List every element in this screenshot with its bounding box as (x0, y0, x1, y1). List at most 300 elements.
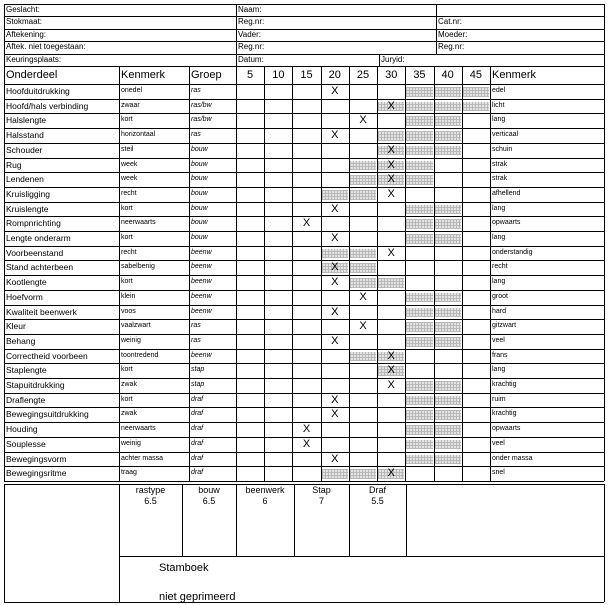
score-cell-45[interactable] (462, 202, 490, 217)
score-cell-40[interactable] (434, 407, 462, 422)
score-cell-35[interactable] (405, 349, 433, 364)
score-cell-35[interactable] (405, 378, 433, 393)
score-cell-45[interactable] (462, 84, 490, 99)
score-mark[interactable]: X (331, 202, 339, 215)
score-cell-30[interactable] (377, 422, 405, 437)
score-cell-15[interactable] (292, 128, 320, 143)
score-cell-5[interactable] (236, 187, 264, 202)
row-kenmerk-left: traag (121, 469, 137, 477)
score-cell-10[interactable] (264, 275, 292, 290)
score-mark[interactable]: X (331, 232, 339, 244)
summary-label-5: Draf (368, 484, 386, 495)
score-cell-5[interactable] (236, 393, 264, 408)
row-groep: bouw (191, 175, 208, 183)
score-cell-45[interactable] (462, 305, 490, 320)
score-cell-10[interactable] (264, 378, 292, 393)
score-cell-20[interactable] (321, 466, 349, 481)
score-cell-20[interactable] (321, 437, 349, 452)
row-kenmerk-left: kort (121, 366, 133, 374)
header-field-row3-2[interactable]: Vader: (238, 29, 261, 39)
score-cell-10[interactable] (264, 231, 292, 246)
score-cell-30[interactable] (377, 452, 405, 467)
header-field-row3-3[interactable]: Moeder: (438, 29, 468, 39)
score-cell-15[interactable] (292, 84, 320, 99)
score-mark[interactable]: X (387, 364, 395, 377)
score-cell-30[interactable] (377, 128, 405, 143)
score-cell-20[interactable] (321, 99, 349, 114)
score-cell-15[interactable] (292, 202, 320, 217)
score-cell-40[interactable] (434, 319, 462, 334)
summary-value-5: 5.5 (371, 495, 384, 506)
score-cell-15[interactable] (292, 305, 320, 320)
row-kenmerk-left: kort (121, 234, 133, 241)
score-cell-45[interactable] (462, 422, 490, 437)
row-groep: stap (191, 381, 205, 388)
score-cell-15[interactable] (292, 260, 320, 275)
header-field-row5-1[interactable]: Keuringsplaats: (6, 54, 62, 64)
score-mark[interactable]: X (302, 423, 311, 436)
score-cell-45[interactable] (462, 246, 490, 261)
score-cell-10[interactable] (264, 158, 292, 173)
score-cell-45[interactable] (462, 187, 490, 202)
score-cell-20[interactable] (321, 216, 349, 231)
score-cell-20[interactable] (321, 187, 349, 202)
score-cell-35[interactable] (405, 172, 433, 187)
score-cell-35[interactable] (405, 231, 433, 246)
score-cell-10[interactable] (264, 452, 292, 467)
column-header-groep: Groep (191, 69, 222, 81)
score-cell-40[interactable] (434, 290, 462, 305)
score-cell-30[interactable] (377, 393, 405, 408)
score-cell-40[interactable] (434, 363, 462, 378)
score-cell-35[interactable] (405, 246, 433, 261)
score-cell-35[interactable] (405, 202, 433, 217)
score-cell-20[interactable] (321, 422, 349, 437)
score-cell-25[interactable] (349, 437, 377, 452)
score-cell-25[interactable] (349, 172, 377, 187)
score-cell-5[interactable] (236, 158, 264, 173)
score-cell-5[interactable] (236, 422, 264, 437)
summary-label-2: bouw (198, 484, 220, 495)
score-cell-25[interactable] (349, 158, 377, 173)
score-cell-40[interactable] (434, 216, 462, 231)
score-cell-45[interactable] (462, 216, 490, 231)
header-field-row1-2[interactable]: Naam: (238, 5, 262, 14)
score-cell-45[interactable] (462, 290, 490, 305)
score-cell-5[interactable] (236, 172, 264, 187)
row-rule (4, 143, 604, 144)
score-cell-25[interactable] (349, 187, 377, 202)
score-cell-40[interactable] (434, 113, 462, 128)
score-cell-40[interactable] (434, 260, 462, 275)
row-rule (4, 158, 604, 159)
score-cell-30[interactable] (377, 202, 405, 217)
score-cell-10[interactable] (264, 319, 292, 334)
score-cell-5[interactable] (236, 378, 264, 393)
header-field-row2-1[interactable]: Stokmaat: (6, 17, 43, 27)
score-cell-15[interactable] (292, 378, 320, 393)
score-cell-35[interactable] (405, 187, 433, 202)
column-rule (604, 66, 605, 481)
score-cell-25[interactable] (349, 143, 377, 158)
score-cell-25[interactable] (349, 305, 377, 320)
score-cell-30[interactable] (377, 84, 405, 99)
score-cell-40[interactable] (434, 99, 462, 114)
score-cell-35[interactable] (405, 216, 433, 231)
score-cell-30[interactable] (377, 334, 405, 349)
score-cell-40[interactable] (434, 231, 462, 246)
score-cell-35[interactable] (405, 128, 433, 143)
score-cell-40[interactable] (434, 452, 462, 467)
row-groep: beenw (191, 263, 212, 271)
score-cell-5[interactable] (236, 128, 264, 143)
score-cell-5[interactable] (236, 84, 264, 99)
score-cell-45[interactable] (462, 334, 490, 349)
score-cell-25[interactable] (349, 452, 377, 467)
score-cell-45[interactable] (462, 99, 490, 114)
score-cell-15[interactable] (292, 319, 320, 334)
score-cell-35[interactable] (405, 334, 433, 349)
row-onderdeel: Correctheid voorbeen (6, 350, 88, 361)
score-cell-45[interactable] (462, 275, 490, 290)
score-cell-15[interactable] (292, 113, 320, 128)
score-mark[interactable]: X (331, 276, 339, 289)
score-cell-45[interactable] (462, 113, 490, 128)
score-cell-10[interactable] (264, 187, 292, 202)
score-cell-25[interactable] (349, 363, 377, 378)
score-cell-35[interactable] (405, 305, 433, 320)
score-cell-20[interactable] (321, 363, 349, 378)
score-cell-20[interactable] (321, 246, 349, 261)
score-cell-35[interactable] (405, 158, 433, 173)
score-cell-15[interactable] (292, 246, 320, 261)
score-mark[interactable]: X (387, 187, 395, 200)
row-groep: draf (191, 395, 204, 403)
score-cell-10[interactable] (264, 407, 292, 422)
score-cell-35[interactable] (405, 393, 433, 408)
score-mark[interactable]: X (331, 393, 339, 406)
score-cell-35[interactable] (405, 422, 433, 437)
score-cell-40[interactable] (434, 172, 462, 187)
score-cell-25[interactable] (349, 216, 377, 231)
score-cell-5[interactable] (236, 99, 264, 114)
score-cell-40[interactable] (434, 187, 462, 202)
score-cell-45[interactable] (462, 319, 490, 334)
score-cell-15[interactable] (292, 187, 320, 202)
score-cell-5[interactable] (236, 407, 264, 422)
score-mark[interactable]: X (302, 217, 311, 230)
score-cell-5[interactable] (236, 466, 264, 481)
score-cell-5[interactable] (236, 290, 264, 305)
score-cell-40[interactable] (434, 202, 462, 217)
score-cell-10[interactable] (264, 393, 292, 408)
score-cell-45[interactable] (462, 349, 490, 364)
score-cell-25[interactable] (349, 275, 377, 290)
header-field-row5-3[interactable]: Juryid: (381, 54, 405, 64)
header-field-row4-2[interactable]: Reg.nr: (238, 42, 265, 52)
score-cell-10[interactable] (264, 466, 292, 481)
score-cell-10[interactable] (264, 260, 292, 275)
header-field-row3-1[interactable]: Aftekening: (6, 29, 47, 39)
summary-label-1: rastype (135, 484, 166, 495)
score-cell-30[interactable] (377, 275, 405, 290)
score-cell-10[interactable] (264, 305, 292, 320)
score-cell-40[interactable] (434, 422, 462, 437)
score-cell-40[interactable] (434, 158, 462, 173)
score-cell-35[interactable] (405, 84, 433, 99)
score-mark[interactable]: X (331, 305, 339, 318)
header-field-row5-2[interactable]: Datum: (238, 54, 264, 64)
column-rule (434, 66, 435, 481)
score-cell-35[interactable] (405, 113, 433, 128)
score-cell-20[interactable] (321, 290, 349, 305)
score-cell-15[interactable] (292, 290, 320, 305)
score-cell-25[interactable] (349, 202, 377, 217)
score-cell-40[interactable] (434, 305, 462, 320)
header-field-row4-1[interactable]: Aftek. niet toegestaan: (6, 42, 86, 52)
score-cell-25[interactable] (349, 246, 377, 261)
row-kenmerk-left: kort (121, 278, 133, 286)
score-cell-45[interactable] (462, 452, 490, 467)
score-cell-10[interactable] (264, 128, 292, 143)
score-cell-10[interactable] (264, 437, 292, 452)
row-kenmerk-right: strak (492, 175, 508, 183)
score-cell-5[interactable] (236, 452, 264, 467)
score-cell-45[interactable] (462, 378, 490, 393)
column-rule (405, 66, 406, 481)
score-cell-40[interactable] (434, 275, 462, 290)
score-cell-30[interactable] (377, 437, 405, 452)
score-cell-5[interactable] (236, 143, 264, 158)
score-cell-20[interactable] (321, 143, 349, 158)
score-mark[interactable]: X (387, 246, 395, 259)
score-cell-40[interactable] (434, 378, 462, 393)
score-cell-5[interactable] (236, 275, 264, 290)
score-cell-10[interactable] (264, 143, 292, 158)
score-cell-5[interactable] (236, 113, 264, 128)
score-cell-5[interactable] (236, 319, 264, 334)
score-cell-30[interactable] (377, 113, 405, 128)
score-cell-25[interactable] (349, 260, 377, 275)
row-rule (4, 99, 604, 100)
score-cell-5[interactable] (236, 231, 264, 246)
row-kenmerk-right: strak (492, 160, 508, 168)
score-cell-40[interactable] (434, 334, 462, 349)
score-cell-10[interactable] (264, 172, 292, 187)
score-cell-35[interactable] (405, 466, 433, 481)
score-cell-15[interactable] (292, 363, 320, 378)
header-rule (4, 41, 604, 42)
score-cell-35[interactable] (405, 407, 433, 422)
score-cell-20[interactable] (321, 319, 349, 334)
score-cell-25[interactable] (349, 84, 377, 99)
score-cell-35[interactable] (405, 437, 433, 452)
score-cell-15[interactable] (292, 334, 320, 349)
score-cell-25[interactable] (349, 128, 377, 143)
score-cell-5[interactable] (236, 305, 264, 320)
score-cell-40[interactable] (434, 143, 462, 158)
score-cell-45[interactable] (462, 158, 490, 173)
score-cell-45[interactable] (462, 407, 490, 422)
score-cell-45[interactable] (462, 128, 490, 143)
score-cell-15[interactable] (292, 172, 320, 187)
row-groep: bouw (191, 234, 208, 241)
score-cell-45[interactable] (462, 143, 490, 158)
score-cell-15[interactable] (292, 452, 320, 467)
score-cell-10[interactable] (264, 290, 292, 305)
score-cell-35[interactable] (405, 143, 433, 158)
score-mark[interactable]: X (331, 452, 339, 465)
score-cell-45[interactable] (462, 260, 490, 275)
score-cell-10[interactable] (264, 99, 292, 114)
score-cell-25[interactable] (349, 378, 377, 393)
score-mark[interactable]: X (387, 99, 395, 112)
score-cell-20[interactable] (321, 349, 349, 364)
score-cell-25[interactable] (349, 231, 377, 246)
score-cell-40[interactable] (434, 84, 462, 99)
score-cell-35[interactable] (405, 99, 433, 114)
score-cell-25[interactable] (349, 393, 377, 408)
score-cell-30[interactable] (377, 290, 405, 305)
row-kenmerk-right: lang (492, 116, 506, 124)
row-onderdeel: Hoofd/hals verbinding (6, 100, 89, 111)
score-mark[interactable]: X (359, 114, 367, 127)
score-cell-20[interactable] (321, 113, 349, 128)
score-cell-5[interactable] (236, 349, 264, 364)
score-cell-15[interactable] (292, 231, 320, 246)
score-cell-15[interactable] (292, 275, 320, 290)
score-cell-20[interactable] (321, 378, 349, 393)
score-cell-40[interactable] (434, 393, 462, 408)
score-cell-10[interactable] (264, 246, 292, 261)
score-cell-5[interactable] (236, 363, 264, 378)
score-cell-25[interactable] (349, 407, 377, 422)
score-cell-15[interactable] (292, 143, 320, 158)
header-field-row1-3[interactable] (436, 4, 604, 16)
score-cell-5[interactable] (236, 202, 264, 217)
score-cell-5[interactable] (236, 334, 264, 349)
score-mark[interactable]: X (387, 158, 395, 171)
score-cell-30[interactable] (377, 231, 405, 246)
score-cell-10[interactable] (264, 422, 292, 437)
score-cell-20[interactable] (321, 172, 349, 187)
score-mark[interactable]: X (359, 320, 367, 333)
score-cell-45[interactable] (462, 231, 490, 246)
row-onderdeel: Voorbeenstand (6, 247, 64, 258)
header-rule (4, 54, 604, 55)
row-kenmerk-left: klein (121, 292, 136, 300)
row-groep: ras (191, 336, 201, 344)
score-cell-15[interactable] (292, 349, 320, 364)
header-field-row2-3[interactable]: Cat.nr: (438, 17, 463, 27)
score-mark[interactable]: X (302, 437, 311, 450)
column-rule (4, 66, 5, 481)
score-cell-20[interactable] (321, 158, 349, 173)
score-mark[interactable]: X (331, 334, 339, 347)
summary-rule (604, 484, 605, 602)
score-cell-10[interactable] (264, 216, 292, 231)
score-cell-35[interactable] (405, 363, 433, 378)
score-cell-25[interactable] (349, 466, 377, 481)
row-kenmerk-right: veel (492, 336, 505, 344)
score-mark[interactable]: X (387, 467, 395, 480)
summary-rule (349, 484, 350, 556)
score-cell-35[interactable] (405, 275, 433, 290)
score-mark[interactable]: X (387, 173, 395, 186)
score-cell-10[interactable] (264, 334, 292, 349)
score-cell-30[interactable] (377, 305, 405, 320)
summary-rule (294, 484, 295, 556)
score-cell-5[interactable] (236, 216, 264, 231)
score-cell-15[interactable] (292, 99, 320, 114)
header-field-row4-3[interactable]: Reg.nr: (438, 42, 465, 52)
score-cell-15[interactable] (292, 393, 320, 408)
column-rule (462, 66, 463, 481)
score-cell-25[interactable] (349, 349, 377, 364)
score-cell-30[interactable] (377, 407, 405, 422)
score-cell-25[interactable] (349, 334, 377, 349)
score-cell-45[interactable] (462, 437, 490, 452)
score-mark[interactable]: X (331, 408, 339, 421)
score-cell-15[interactable] (292, 158, 320, 173)
score-mark[interactable]: X (387, 379, 395, 391)
score-cell-10[interactable] (264, 363, 292, 378)
score-cell-40[interactable] (434, 349, 462, 364)
row-kenmerk-right: lang (492, 234, 506, 241)
row-kenmerk-right: onderstandig (492, 248, 533, 256)
score-cell-10[interactable] (264, 349, 292, 364)
row-onderdeel: Stand achterbeen (6, 262, 74, 273)
score-cell-5[interactable] (236, 260, 264, 275)
score-cell-10[interactable] (264, 113, 292, 128)
score-mark[interactable]: X (331, 129, 339, 142)
score-cell-45[interactable] (462, 363, 490, 378)
score-mark[interactable]: X (331, 261, 339, 274)
score-cell-5[interactable] (236, 437, 264, 452)
header-field-row2-2[interactable]: Reg.nr: (238, 17, 265, 27)
row-kenmerk-left: week (121, 160, 138, 168)
score-mark[interactable]: X (331, 85, 339, 97)
score-cell-15[interactable] (292, 466, 320, 481)
score-cell-45[interactable] (462, 393, 490, 408)
score-mark[interactable]: X (359, 290, 367, 303)
row-onderdeel: Bewegingsvorm (6, 453, 67, 464)
score-cell-40[interactable] (434, 128, 462, 143)
score-cell-45[interactable] (462, 466, 490, 481)
score-cell-40[interactable] (434, 466, 462, 481)
score-cell-35[interactable] (405, 452, 433, 467)
score-cell-10[interactable] (264, 202, 292, 217)
score-cell-45[interactable] (462, 172, 490, 187)
score-cell-40[interactable] (434, 437, 462, 452)
header-field-row1-1[interactable]: Geslacht: (6, 5, 40, 14)
score-cell-25[interactable] (349, 99, 377, 114)
score-cell-35[interactable] (405, 319, 433, 334)
score-mark[interactable]: X (387, 143, 395, 156)
score-cell-30[interactable] (377, 319, 405, 334)
score-cell-30[interactable] (377, 216, 405, 231)
row-kenmerk-right: recht (492, 263, 508, 271)
score-mark[interactable]: X (387, 349, 395, 362)
score-cell-25[interactable] (349, 422, 377, 437)
score-cell-40[interactable] (434, 246, 462, 261)
score-cell-10[interactable] (264, 84, 292, 99)
score-cell-5[interactable] (236, 246, 264, 261)
score-cell-35[interactable] (405, 260, 433, 275)
score-cell-30[interactable] (377, 260, 405, 275)
score-cell-15[interactable] (292, 407, 320, 422)
score-cell-35[interactable] (405, 290, 433, 305)
